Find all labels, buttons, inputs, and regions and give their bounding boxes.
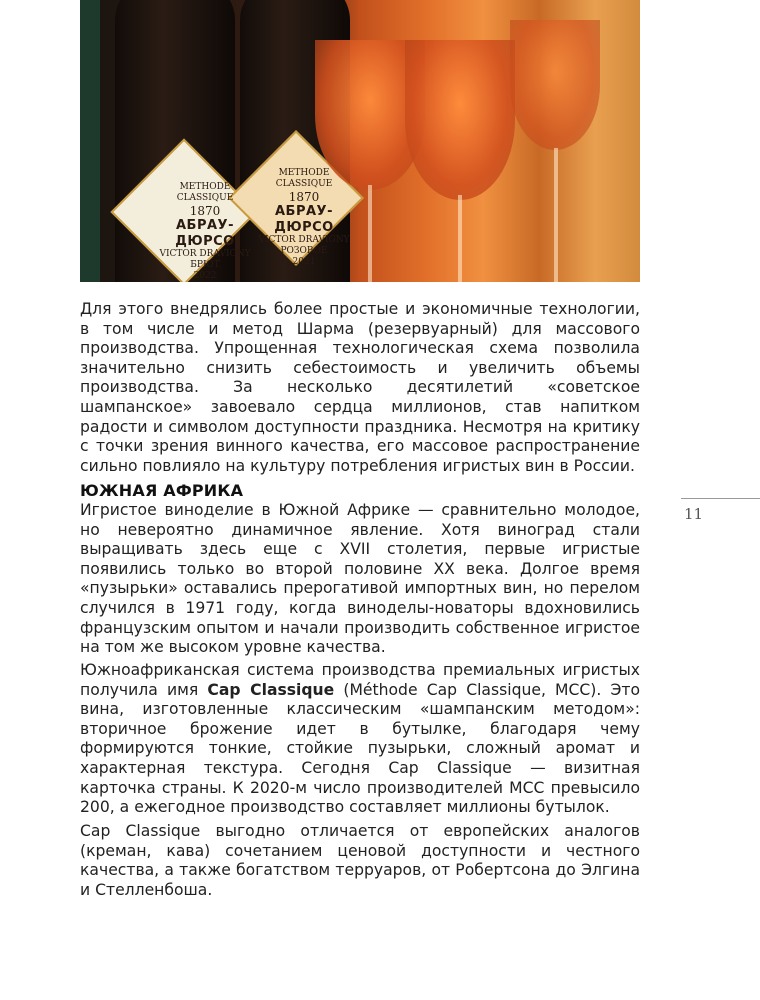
- label-text-brut: [150, 182, 260, 282]
- label-type: РОЗОВОЕ: [280, 245, 328, 256]
- label-vintage: 2021: [292, 256, 316, 267]
- wine-glass: [510, 20, 600, 150]
- text-run: (Méthode Cap Classique, MCC). Это вина, изготовленные классическим «шампанским методом»: вторичное брожение идет в бутылке, благодаря чему формируются тонкие, стойкие пузырьки, сложный аромат и характерная текстура. Сегодня Cap Classique — визитная карточка страны. К 2020-м число производителей MCC превысило 200, а ежегодное производство составляет миллионы бутылок.: [80, 680, 641, 817]
- paragraph-text: Игристое виноделие в Южной Африке — сравнительно молодое, но невероятно динамичное явление. Хотя виноград стали выращивать здесь еще с XVII столетия, первые игристые появились только во второй половине XX века. Долгое время «пузырьки» оставались прерогативой импортных вин, но перелом случился в 1971 году, когда виноделы-новаторы вдохновились французским опытом и начали производить собственное игристое на том же высоком уровне качества.: [80, 501, 640, 657]
- glass-stem: [554, 148, 558, 282]
- paragraph-south-africa-intro: [80, 501, 640, 658]
- section-heading: ЮЖНАЯ АФРИКА: [80, 481, 244, 500]
- text-run: Южноафриканская система производства премиальных игристых получила имя: [80, 661, 640, 699]
- label-text-rose: [258, 168, 350, 268]
- label-sub: VICTOR DRAVIGNY: [159, 249, 251, 260]
- label-method: METHODE CLASSIQUE: [176, 182, 234, 203]
- paragraph-text: [80, 661, 640, 818]
- label-type: БРЮТ: [190, 259, 220, 270]
- label-brand: АБРАУ-ДЮРСО: [274, 203, 334, 235]
- label-vintage: 2022: [193, 270, 217, 281]
- label-sub: VICTOR DRAVIGNY: [258, 235, 350, 246]
- label-brand: АБРАУ-ДЮРСО: [175, 217, 235, 249]
- page-number-rule: [681, 498, 760, 499]
- wine-photo: [80, 0, 640, 282]
- paragraph-comparison: [80, 822, 640, 900]
- label-year: 1870: [189, 203, 221, 218]
- photo-background-wall: [80, 0, 100, 282]
- label-method: METHODE CLASSIQUE: [275, 168, 333, 189]
- paragraph-text: Cap Classique выгодно отличается от европейских аналогов (креман, кава) сочетанием ценовой доступности и честного качества, а также богатством терруаров, от Робертсона до Элгина и Стелленбоша.: [80, 822, 640, 899]
- term-cap-classique: Cap Classique: [207, 680, 335, 699]
- wine-glass: [405, 40, 515, 200]
- label-year: 1870: [288, 189, 320, 204]
- paragraph-text: Для этого внедрялись более простые и экономичные технологии, в том числе и метод Шарма (резервуарный) для массового производства. Упрощенная технологическая схема позволила значительно снизить себестоимость и увеличить объемы производства. За несколько десятилетий «советское шампанское» завоевало сердца миллионов, став напитком радости и символом доступности праздника. Несмотря на критику с точки зрения винного качества, его массовое распространение сильно повлияло на культуру потребления игристых вин в России.: [80, 300, 640, 475]
- glass-stem: [368, 185, 372, 282]
- glass-stem: [458, 195, 462, 282]
- paragraph-soviet-champagne: [80, 300, 640, 476]
- page-number: 11: [684, 505, 704, 523]
- paragraph-cap-classique: [80, 661, 640, 818]
